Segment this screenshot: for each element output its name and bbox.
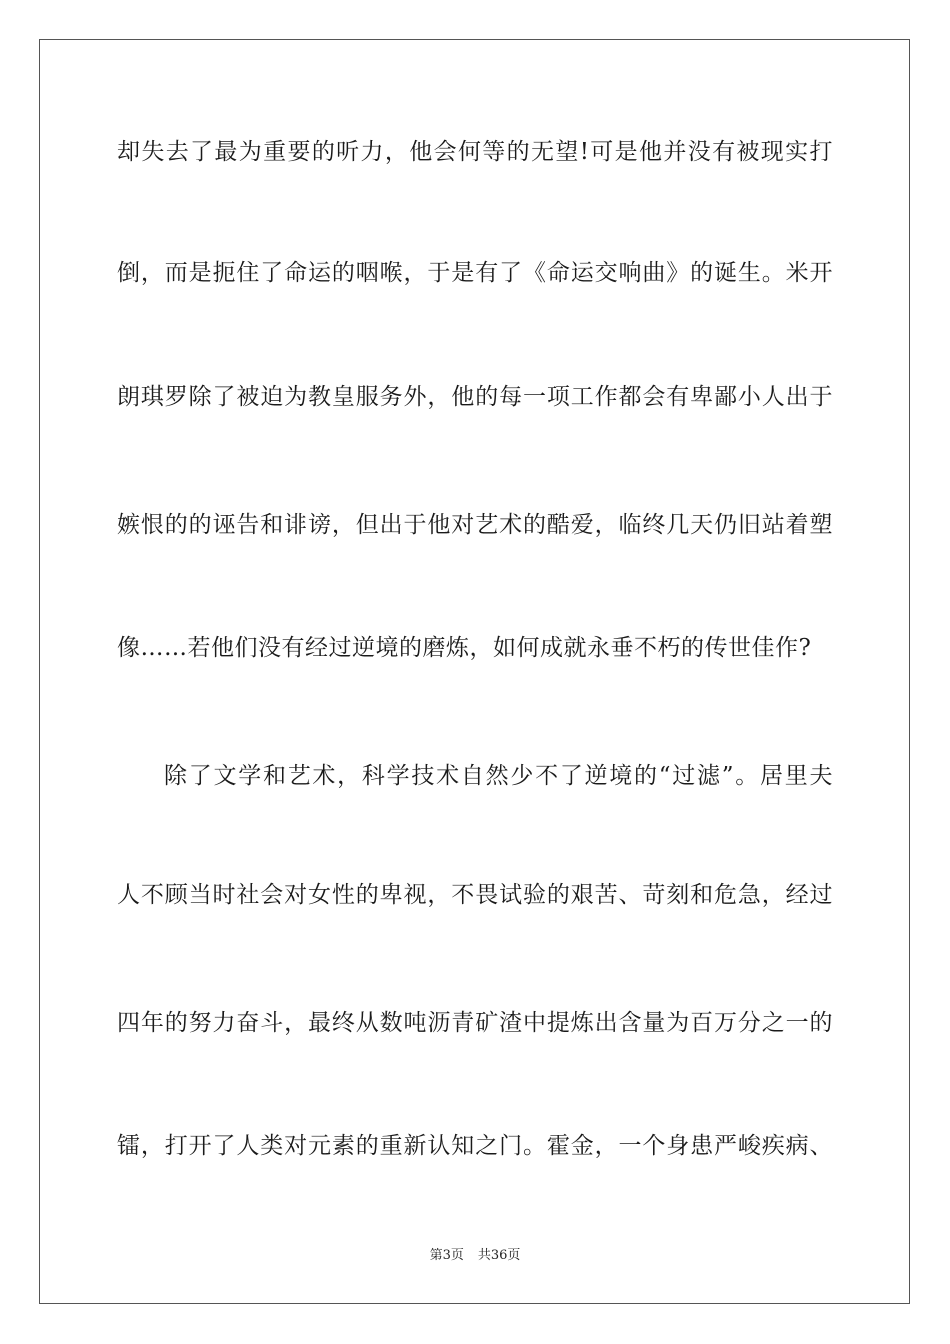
page-footer — [0, 1247, 950, 1265]
text-line: 四年的努力奋斗，最终从数吨沥青矿渣中提炼出含量为百万分之一的 — [117, 1010, 833, 1036]
text-line: 镭，打开了人类对元素的重新认知之门。霍金，一个身患严峻疾病、 — [117, 1133, 833, 1159]
text-line: 人不顾当时社会对女性的卑视，不畏试验的艰苦、苛刻和危急，经过 — [117, 882, 833, 908]
text-line: 却失去了最为重要的听力，他会何等的无望!可是他并没有被现实打 — [117, 139, 833, 165]
text-line: 倒，而是扼住了命运的咽喉，于是有了《命运交响曲》的诞生。米开 — [117, 260, 833, 286]
text-line: 嫉恨的的诬告和诽谤，但出于他对艺术的酷爱，临终几天仍旧站着塑 — [117, 512, 833, 538]
text-line: 像……若他们没有经过逆境的磨炼，如何成就永垂不朽的传世佳作? — [117, 635, 812, 661]
text-line: 朗琪罗除了被迫为教皇服务外，他的每一项工作都会有卑鄙小人出于 — [117, 384, 833, 410]
total-pages: 共36页 — [477, 1248, 521, 1263]
page-number: 第3页 — [429, 1248, 464, 1263]
page-border — [39, 39, 910, 1304]
paragraph-first-line: 除了文学和艺术，科学技术自然少不了逆境的“过滤”。居里夫 — [164, 763, 833, 789]
